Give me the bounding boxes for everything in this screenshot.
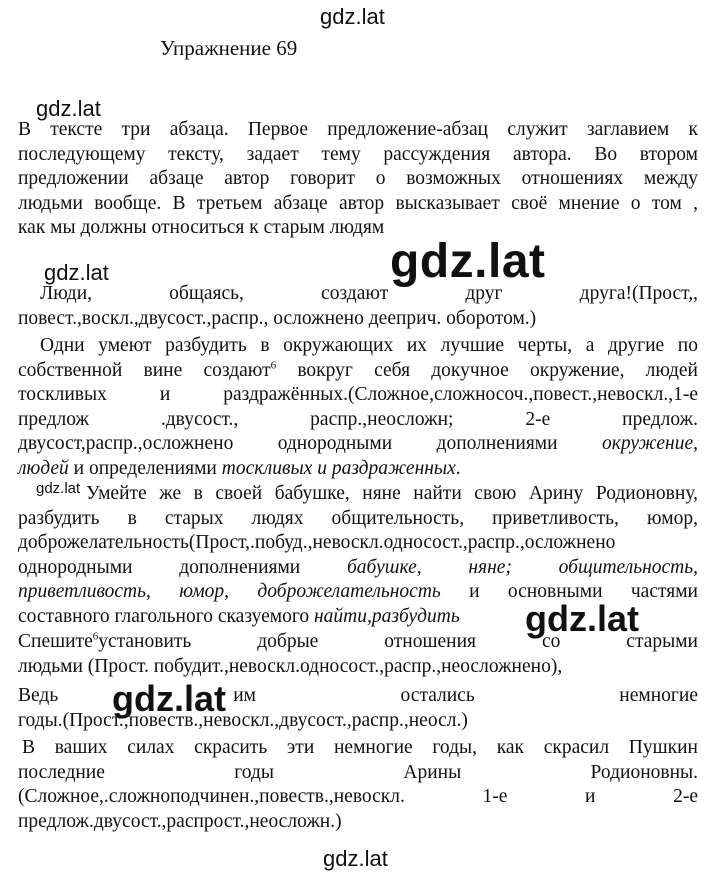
watermark-2: gdz.lat [44, 260, 109, 285]
text-line: предлож.двусост.,распрост.,неосложн.) [18, 810, 342, 832]
text-line: повест.,воскл.,двусост.,распр., осложнено дееприч. оборотом.) [18, 307, 537, 329]
text-line: В тексте три абзаца. Первое предложение-абзац служит заглавием к [18, 119, 698, 140]
text-line: людьми вообще. В третьем абзаце автор высказывает своё мнение о том , [18, 192, 698, 214]
text-line: годы.(Прост.,повеств.,невоскл.,двусост.,распр.,неосл.) [18, 709, 468, 731]
watermark-top: gdz.lat [320, 4, 385, 29]
text-line: Умейте же в своей бабушке, няне найти свою Арину Родионовну, [86, 483, 698, 504]
watermark-bottom: gdz.lat [323, 846, 388, 871]
paragraph-sentence-5 [18, 684, 698, 733]
text-line: разбудить в старых людях общительность, приветливость, юмор, [18, 507, 698, 529]
paragraph-sentence-1 [18, 282, 698, 331]
text-line: двусост,распр.,осложнено однородными дополнениями окружение, [18, 433, 698, 455]
text-line: Ведь им остались немногие [18, 685, 698, 706]
text-line: людьми (Прост. побудит.,невоскл.односост.,распр.,неосложнено), [18, 655, 563, 677]
watermark-3: gdz.lat [36, 480, 81, 497]
text-line: однородными дополнениями бабушке, няне; общительность, [18, 556, 698, 578]
watermark-5: gdz.lat [112, 678, 226, 719]
paragraph-sentence-2 [18, 334, 698, 482]
text-line: собственной вине создают$^6$ вокруг себя докучное окружение, людей [18, 359, 698, 381]
paragraph-intro [18, 118, 698, 241]
paragraph-sentence-6 [18, 736, 698, 834]
text-line: последние годы Арины Родионовны. [18, 761, 698, 783]
paragraph-sentence-3 [18, 482, 698, 630]
text-line: Люди, общаясь, создают друг друга!(Прост,, [40, 283, 698, 304]
text-line: Спешите$^6$установить добрые отношения со старыми [18, 630, 698, 652]
text-line: предложении абзаце автор говорит о возможных отношениях между [18, 168, 698, 190]
text-line: последующему тексту, задает тему рассуждения автора. Во втором [18, 143, 698, 165]
text-line: приветливость, юмор, доброжелательность и основными частями [18, 581, 698, 603]
text-line: как мы должны относиться к старым людям [18, 217, 385, 239]
text-line: людей и определениями тоскливых и раздраженных. [18, 457, 461, 479]
watermark-big: gdz.lat [390, 235, 546, 288]
watermark-1: gdz.lat [36, 96, 101, 121]
exercise-title: Упражнение 69 [160, 36, 298, 60]
text-line: Одни умеют разбудить в окружающих их лучшие черты, а другие по [40, 335, 698, 356]
paragraph-sentence-4 [18, 630, 698, 679]
text-line: тоскливых и раздражённых.(Сложное,сложносоч.,повест.,невоскл.,1-е [18, 384, 698, 406]
text-line: В ваших силах скрасить эти немногие годы, как скрасил Пушкин [22, 737, 698, 758]
text-line: предлож .двусост., распр.,неосложн; 2-е предлож. [18, 408, 698, 430]
text-line: (Сложное,.сложноподчинен.,повеств.,невоскл. 1-е и 2-е [18, 786, 698, 808]
text-line: доброжелательность(Прост,.побуд.,невоскл.односост.,распр.,осложнено [18, 532, 616, 554]
watermark-4: gdz.lat [525, 598, 639, 639]
text-line: составного глагольного сказуемого найти,разбудить [18, 605, 460, 627]
